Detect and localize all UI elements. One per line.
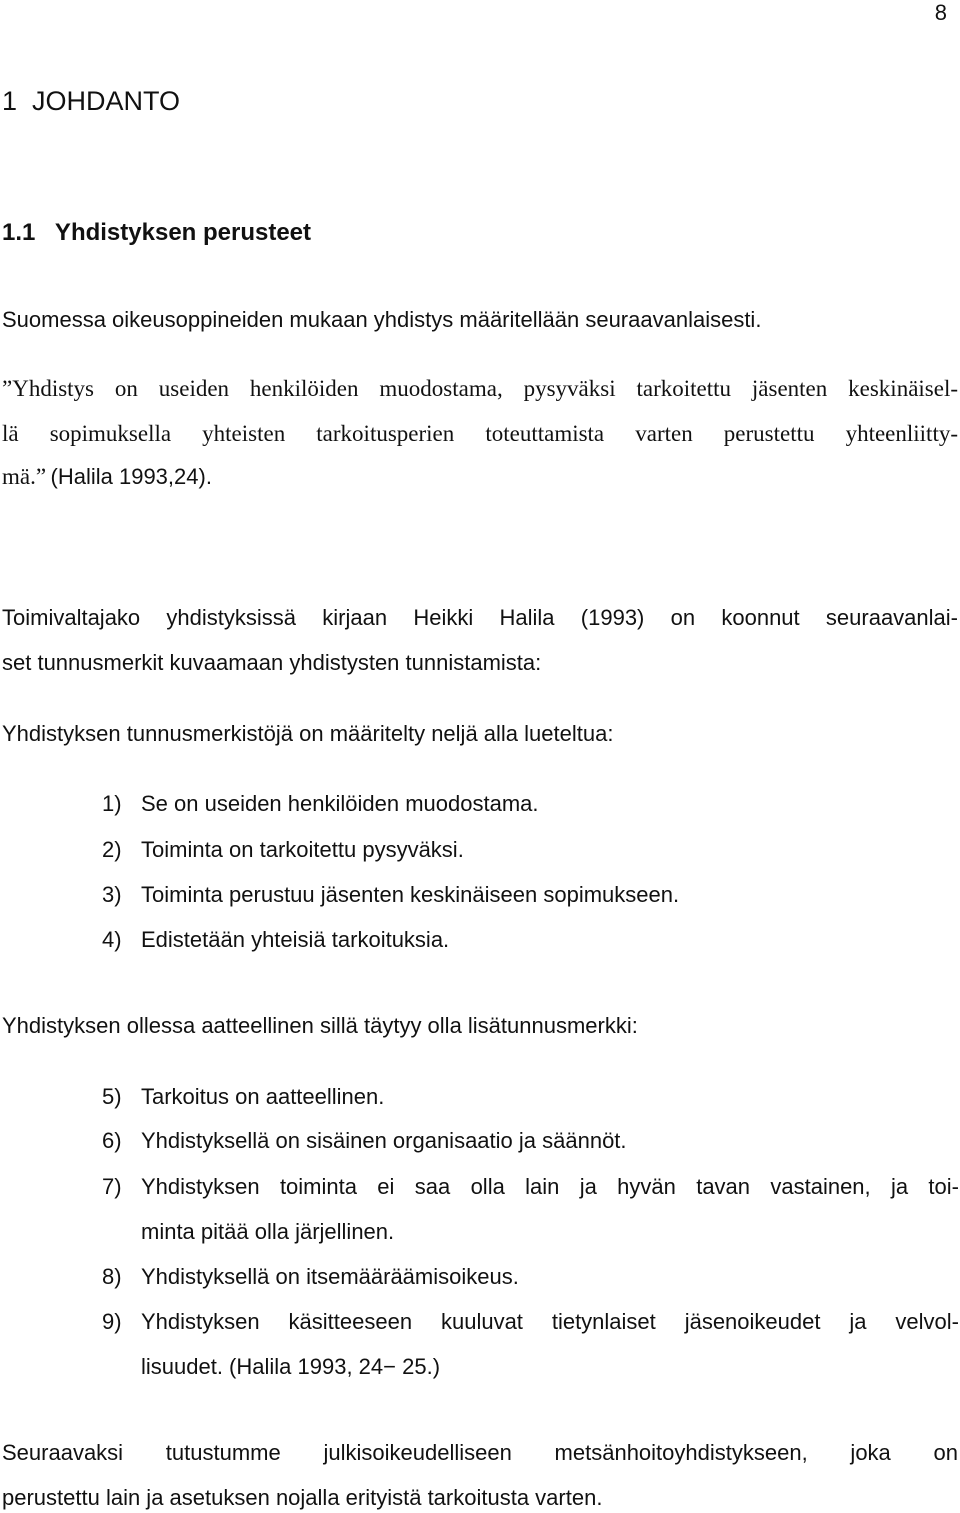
list-item-text: Edistetään yhteisiä tarkoituksia. [141,927,450,952]
list-item-text: Tarkoitus on aatteellinen. [141,1084,385,1109]
list-item-number: 5) [102,1084,122,1109]
section-heading: 1.1 Yhdistyksen perusteet [2,219,312,246]
list-item-text: Yhdistyksen toiminta ei saa olla lain ja hyvän tavan vastainen, ja toi- [141,1174,959,1199]
paragraph-4-line-2: perustettu lain ja asetuksen nojalla erityistä tarkoitusta varten. [2,1485,603,1510]
list-item-continuation: minta pitää olla järjellinen. [141,1219,395,1244]
chapter-heading: 1 JOHDANTO [2,86,181,116]
list-item-number: 3) [102,882,122,907]
list-item-number: 1) [102,791,122,816]
quote-citation: (Halila 1993,24). [50,464,212,489]
paragraph-4-line-1: Seuraavaksi tutustumme julkisoikeudelliseen metsänhoitoyhdistykseen, joka on [2,1440,958,1465]
list-item-text: Yhdistyksellä on sisäinen organisaatio ja säännöt. [141,1128,627,1153]
list-item-number: 7) [102,1174,122,1199]
paragraph-1-line-2: set tunnusmerkit kuvaamaan yhdistysten tunnistamista: [2,650,542,675]
list-item-text: Yhdistyksen käsitteeseen kuuluvat tietynlaiset jäsenoikeudet ja velvol- [141,1309,959,1334]
list-item-number: 9) [102,1309,122,1334]
paragraph-3: Yhdistyksen ollessa aatteellinen sillä täytyy olla lisätunnusmerkki: [2,1013,638,1038]
page-number: 8 [934,0,947,25]
quote-end: mä.” [2,464,47,489]
intro-paragraph: Suomessa oikeusoppineiden mukaan yhdistys määritellään seuraavanlaisesti. [2,307,762,332]
list-item-number: 2) [102,837,122,862]
list-item-number: 8) [102,1264,122,1289]
list-item-number: 4) [102,927,122,952]
quote-line-1: ”Yhdistys on useiden henkilöiden muodostama, pysyväksi tarkoitettu jäsenten keskinäisel- [2,376,958,401]
list-item-text: Toiminta on tarkoitettu pysyväksi. [141,837,464,862]
list-item-number: 6) [102,1128,122,1153]
list-item-text: Yhdistyksellä on itsemääräämisoikeus. [141,1264,519,1289]
paragraph-1-line-1: Toimivaltajako yhdistyksissä kirjaan Heikki Halila (1993) on koonnut seuraavanlai- [2,605,958,630]
list-item-text: Toiminta perustuu jäsenten keskinäiseen sopimukseen. [141,882,680,907]
list-item-continuation: lisuudet. (Halila 1993, 24− 25.) [141,1354,441,1379]
list-item-text: Se on useiden henkilöiden muodostama. [141,791,539,816]
quote-line-3 [2,464,212,490]
quote-line-2: lä sopimuksella yhteisten tarkoitusperien toteuttamista varten perustettu yhteenliitty- [2,421,958,446]
paragraph-2: Yhdistyksen tunnusmerkistöjä on määritelty neljä alla lueteltua: [2,721,614,746]
